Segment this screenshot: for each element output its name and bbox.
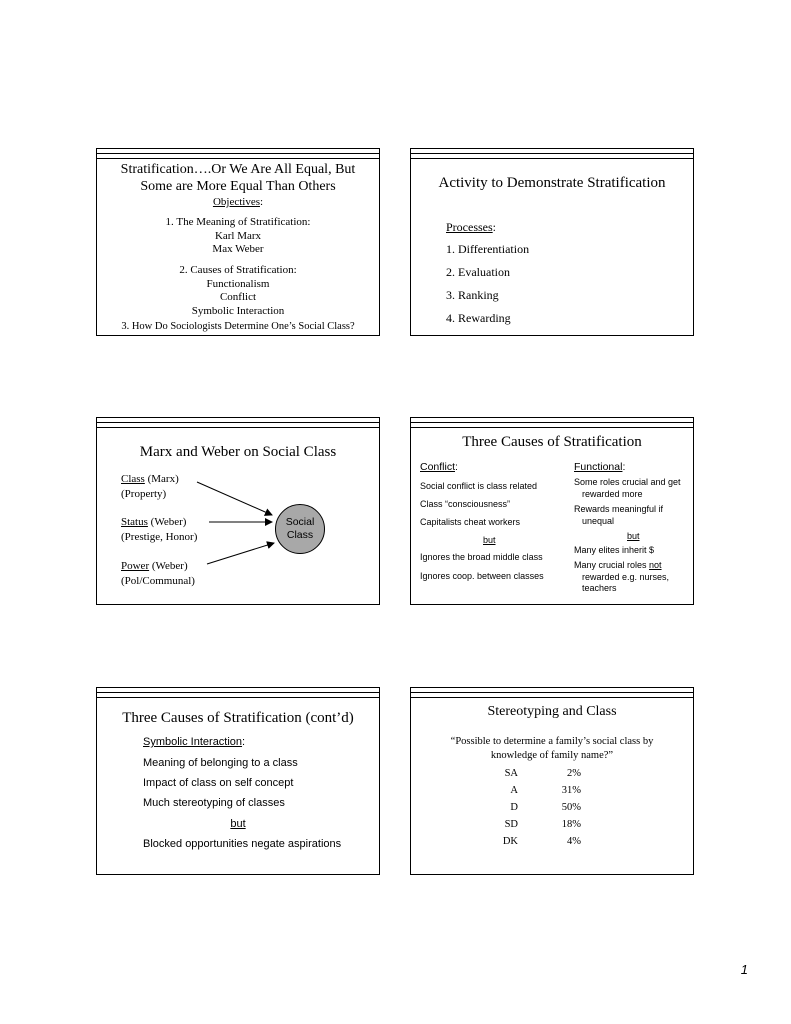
conflict-but: but (483, 535, 496, 545)
objective-item: Max Weber (212, 243, 264, 255)
functional-item-emphasis: not (649, 560, 662, 570)
conflict-item: Capitalists cheat workers (420, 517, 521, 527)
response-percent: 2% (567, 768, 581, 779)
response-code: SD (504, 819, 518, 830)
slide-three-causes (410, 417, 694, 605)
processes-colon: : (492, 220, 497, 234)
symbolic-colon: : (242, 736, 246, 748)
social-class-circle (275, 504, 325, 554)
slide-three-causes-contd (96, 687, 380, 875)
conflict-colon: : (455, 461, 458, 473)
slide-title: Three Causes of Stratification (462, 434, 642, 450)
functional-label: Functional (574, 461, 623, 473)
page-number: 1 (740, 962, 748, 977)
processes-heading (446, 220, 496, 235)
slide-marx-weber (96, 417, 380, 605)
slide-stratification-objectives (96, 148, 380, 336)
term-detail: (Property) (121, 487, 167, 500)
term-word: Class (121, 473, 145, 485)
symbolic-but: but (230, 818, 246, 830)
functional-item (574, 477, 681, 500)
slide-stereotyping (410, 687, 694, 875)
functional-item (574, 504, 663, 527)
functional-item-line: teachers (582, 583, 617, 593)
objective-item: Conflict (219, 291, 257, 303)
symbolic-item: Impact of class on self concept (143, 777, 294, 789)
objective-item: Karl Marx (214, 229, 262, 242)
functional-but: but (627, 531, 640, 541)
objective-heading: 1. The Meaning of Stratification: (165, 216, 311, 228)
functional-item: Many elites inherit $ (574, 545, 655, 555)
conflict-item: Ignores coop. between classes (420, 571, 544, 581)
process-item: 4. Rewarding (446, 311, 511, 325)
conflict-label: Conflict (420, 461, 456, 473)
circle-label-line-1: Social (285, 516, 315, 528)
objective-item: Functionalism (206, 277, 270, 290)
response-code: A (510, 785, 518, 796)
term-source: (Marx) (144, 473, 179, 485)
process-item: 3. Ranking (446, 288, 499, 302)
symbolic-label: Symbolic Interaction (143, 736, 243, 748)
functional-colon: : (622, 461, 626, 473)
slide-header-bar (411, 692, 693, 698)
objective-section-3: 3. How Do Sociologists Determine One’s Social Class? (121, 321, 355, 332)
objectives-colon: : (259, 196, 264, 208)
title-line-2: Some are More Equal Than Others (140, 179, 336, 194)
slide-title: Stereotyping and Class (487, 704, 617, 719)
slide-activity (410, 148, 694, 336)
term-detail: (Prestige, Honor) (121, 530, 198, 543)
term-word: Power (121, 560, 150, 572)
term-word: Status (121, 516, 148, 528)
question-line-1: “Possible to determine a family’s social class by (450, 736, 654, 747)
slide-title: Three Causes of Stratification (cont’d) (122, 710, 354, 726)
response-code: SA (504, 768, 518, 779)
response-percent: 18% (561, 819, 581, 830)
response-percent: 50% (561, 802, 581, 813)
slide-header-bar (411, 422, 693, 428)
functional-item-line: rewarded e.g. nurses, (582, 571, 670, 582)
slide-title: Activity to Demonstrate Stratification (438, 175, 666, 191)
functional-item-line: Rewards meaningful if (574, 504, 664, 514)
slide-header-bar (411, 153, 693, 159)
objectives-label: Objectives (212, 196, 260, 208)
arrows-diagram (97, 418, 379, 604)
symbolic-heading (143, 736, 245, 748)
term-source: (Weber) (149, 560, 188, 572)
functional-item-line: rewarded more (582, 488, 643, 499)
processes-label: Processes (446, 220, 493, 234)
process-item: 2. Evaluation (446, 265, 510, 279)
circle-label-line-2: Class (286, 529, 314, 541)
symbolic-item: Meaning of belonging to a class (143, 757, 298, 769)
response-percent: 31% (561, 785, 581, 796)
symbolic-item: Much stereotyping of classes (143, 797, 285, 809)
conflict-item: Social conflict is class related (420, 481, 538, 491)
functional-item-line: Some roles crucial and get (574, 477, 681, 487)
functional-heading (574, 461, 625, 473)
symbolic-item: Blocked opportunities negate aspirations (143, 838, 342, 850)
arrow-class-to-social-class (197, 482, 272, 515)
slide-title (101, 161, 375, 195)
question-line-2: knowledge of family name?” (490, 749, 614, 761)
conflict-item: Class “consciousness” (420, 499, 511, 509)
response-code: D (510, 802, 518, 813)
term-detail: (Pol/Communal) (121, 574, 195, 587)
functional-item-text: Many crucial roles (574, 560, 650, 570)
objective-section-1 (97, 216, 379, 257)
slide-header-bar (97, 692, 379, 698)
term-source: (Weber) (147, 516, 187, 528)
objective-item: Symbolic Interaction (191, 304, 285, 317)
objective-section-2 (97, 264, 379, 318)
slide-title: Marx and Weber on Social Class (139, 444, 337, 460)
objectives-heading (97, 196, 379, 208)
process-item: 1. Differentiation (446, 242, 530, 256)
response-code: DK (502, 836, 518, 847)
slide-header-bar (97, 153, 379, 159)
conflict-item: Ignores the broad middle class (420, 552, 543, 562)
functional-item-line: unequal (582, 515, 615, 526)
title-line-1: Stratification….Or We Are All Equal, But (120, 162, 356, 177)
survey-question (431, 735, 673, 762)
conflict-heading (420, 461, 458, 473)
arrow-power-to-social-class (207, 543, 274, 564)
functional-item (574, 560, 669, 595)
response-percent: 4% (567, 836, 581, 847)
objective-heading: 2. Causes of Stratification: (179, 264, 297, 276)
